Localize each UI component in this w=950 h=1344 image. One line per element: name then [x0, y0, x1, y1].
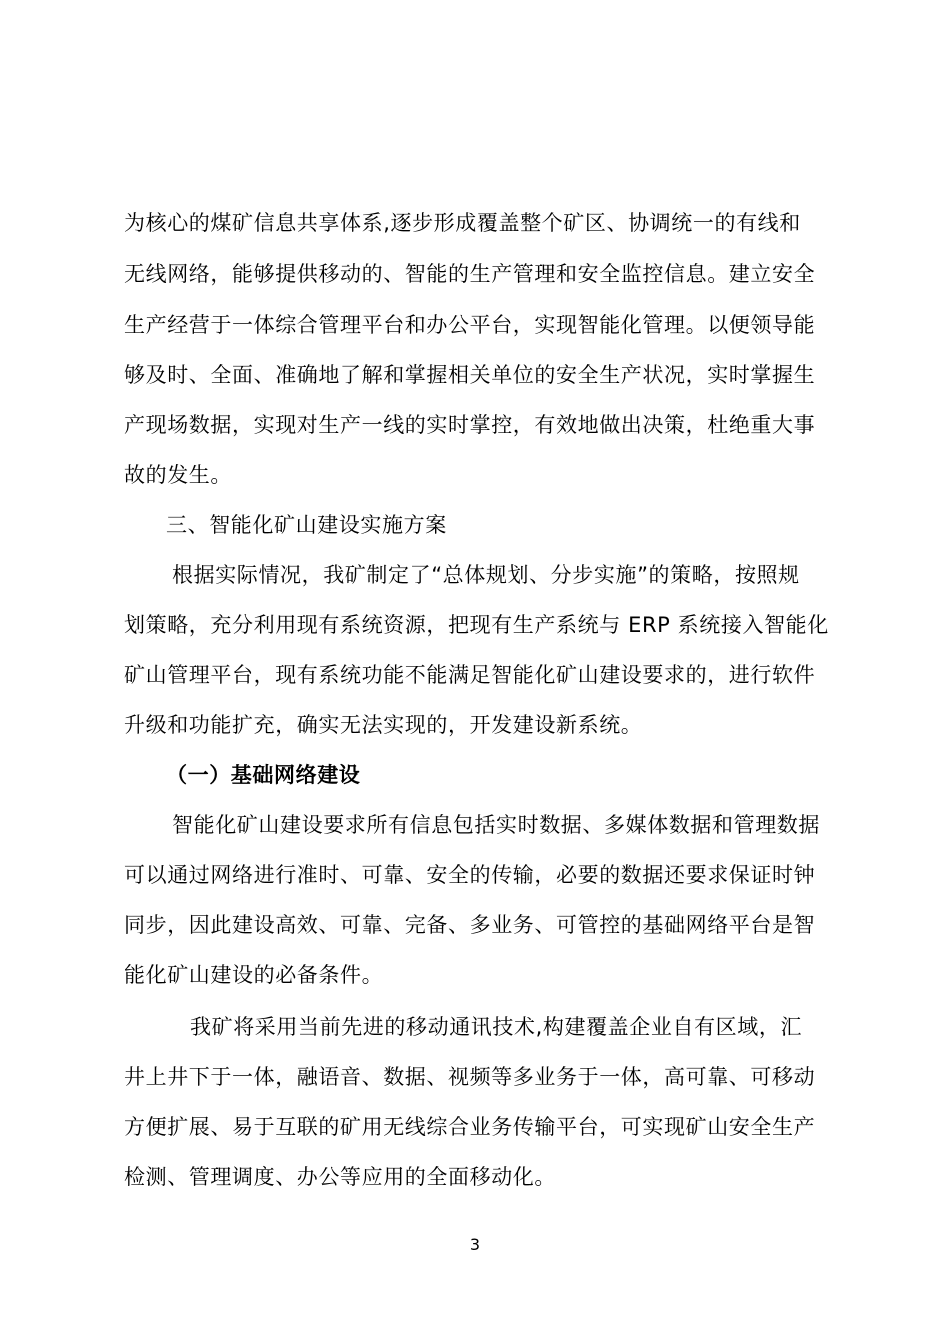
- paragraph-1-line-5: 产现场数据，实现对生产一线的实时掌控，有效地做出决策，杜绝重大事: [124, 413, 816, 437]
- paragraph-4-line-3: 方便扩展、易于互联的矿用无线综合业务传输平台，可实现矿山安全生产: [124, 1115, 816, 1139]
- paragraph-1-line-4: 够及时、全面、准确地了解和掌握相关单位的安全生产状况，实时掌握生: [124, 363, 816, 387]
- paragraph-1-line-1: 为核心的煤矿信息共享体系,逐步形成覆盖整个矿区、协调统一的有线和: [124, 211, 801, 235]
- paragraph-2-line-1: 根据实际情况，我矿制定了“总体规划、分步实施”的策略，按照规: [172, 563, 800, 587]
- page-number: 3: [469, 1235, 481, 1254]
- paragraph-3-line-1: 智能化矿山建设要求所有信息包括实时数据、多媒体数据和管理数据: [172, 813, 820, 837]
- paragraph-1-line-2: 无线网络，能够提供移动的、智能的生产管理和安全监控信息。建立安全: [124, 262, 816, 286]
- paragraph-3-line-4: 能化矿山建设的必备条件。: [124, 963, 384, 987]
- paragraph-2-line-4: 升级和功能扩充，确实无法实现的，开发建设新系统。: [124, 713, 643, 737]
- subsection-1-heading: （一）基础网络建设: [166, 763, 361, 787]
- paragraph-3-line-3: 同步，因此建设高效、可靠、完备、多业务、可管控的基础网络平台是智: [124, 913, 816, 937]
- section-3-heading: 三、智能化矿山建设实施方案: [166, 513, 447, 537]
- paragraph-1-line-3: 生产经营于一体综合管理平台和办公平台，实现智能化管理。以便领导能: [124, 313, 816, 337]
- paragraph-4-line-1: 我矿将采用当前先进的移动通讯技术,构建覆盖企业自有区域，汇: [190, 1015, 803, 1039]
- paragraph-4-line-4: 检测、管理调度、办公等应用的全面移动化。: [124, 1165, 556, 1189]
- paragraph-1-line-6: 故的发生。: [124, 463, 232, 487]
- paragraph-3-line-2: 可以通过网络进行准时、可靠、安全的传输，必要的数据还要求保证时钟: [124, 863, 816, 887]
- paragraph-2-line-2: 划策略，充分利用现有系统资源，把现有生产系统与 ERP 系统接入智能化: [124, 613, 829, 637]
- paragraph-2-line-3: 矿山管理平台，现有系统功能不能满足智能化矿山建设要求的，进行软件: [124, 663, 816, 687]
- paragraph-4-line-2: 井上井下于一体，融语音、数据、视频等多业务于一体，高可靠、可移动: [124, 1065, 816, 1089]
